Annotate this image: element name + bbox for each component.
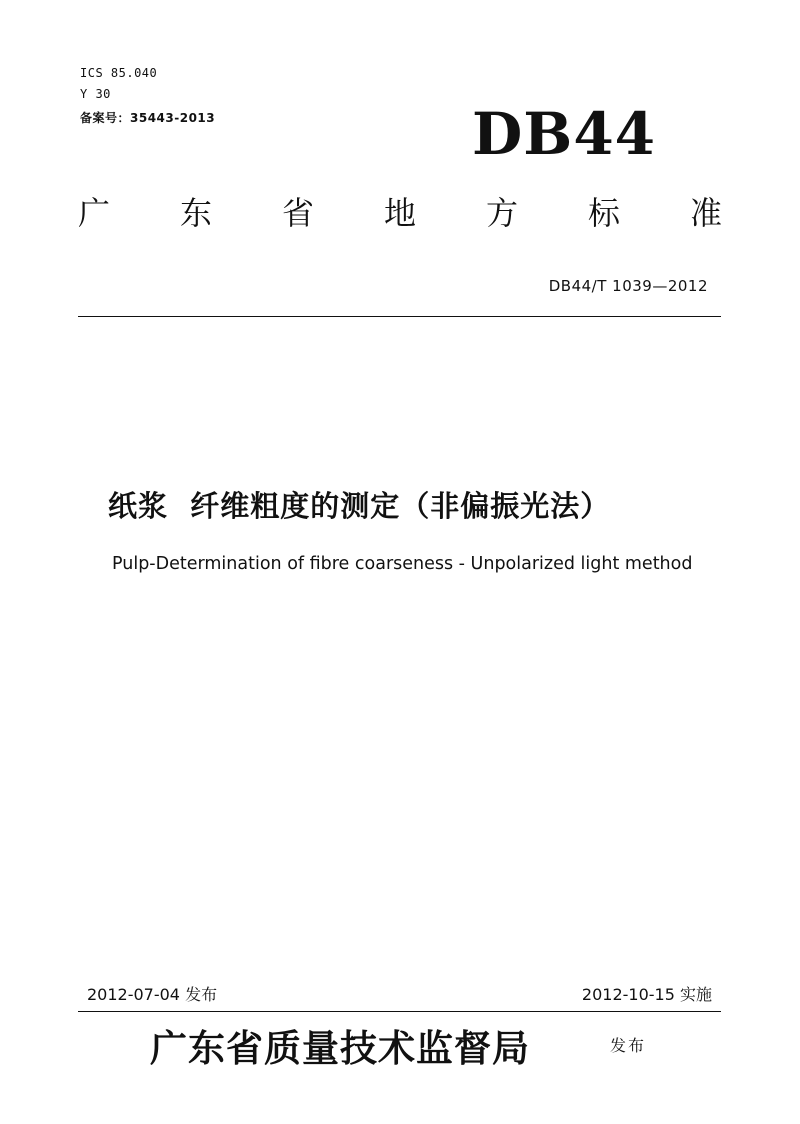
issuing-authority: 广东省质量技术监督局 <box>150 1026 530 1070</box>
title-char: 地 <box>383 194 416 232</box>
document-title-english: Pulp-Determination of fibre coarseness - Unpolarized light method <box>112 554 693 574</box>
ics-code: ICS 85.040 <box>80 66 158 80</box>
standard-number: DB44/T 1039—2012 <box>548 277 708 295</box>
classification-code: Y 30 <box>80 87 111 101</box>
document-title-chinese: 纸浆 纤维粗度的测定（非偏振光法） <box>108 489 611 523</box>
db44-logo: DB44 <box>472 100 657 168</box>
issue-label: 发布 <box>610 1036 647 1055</box>
title-char: 方 <box>485 194 518 232</box>
title-char: 标 <box>587 194 620 232</box>
title-char: 省 <box>281 194 314 232</box>
bottom-divider <box>78 1011 721 1012</box>
record-number: 备案号：35443-2013 <box>80 111 216 125</box>
title-char: 广 <box>77 194 110 232</box>
implement-date: 2012-10-15 实施 <box>581 985 712 1004</box>
title-char: 准 <box>689 194 722 232</box>
publish-date: 2012-07-04 发布 <box>87 985 218 1004</box>
title-char: 东 <box>179 194 212 232</box>
standard-type-title <box>70 188 730 234</box>
top-divider <box>78 316 721 317</box>
